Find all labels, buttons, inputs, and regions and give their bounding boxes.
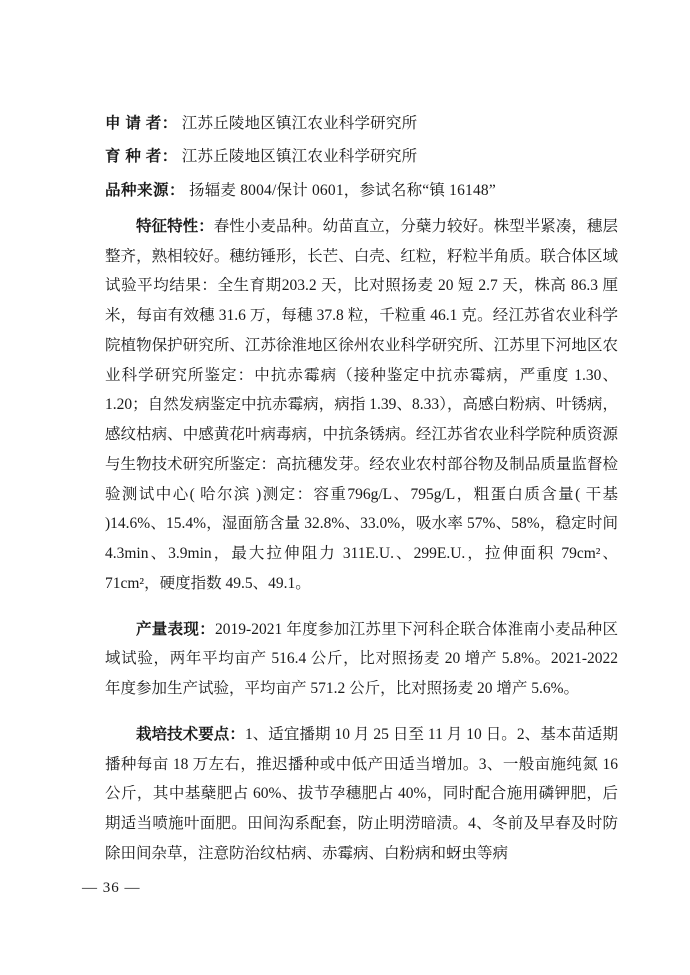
paragraph-characteristics-text: 春性小麦品种。幼苗直立，分蘖力较好。株型半紧凑，穗层整齐，熟相较好。穗纺锤形，长芒、白壳、红粒，籽粒半角质。联合体区域试验平均结果：全生育期203.2 天，比对照扬麦 20 短 2.7 天，株高 86.3 厘米，每亩有效穗 31.6 万，每穗 37.8 粒，千粒重 46.1 克。经江苏省农业科学院植物保护研究所、江苏徐淮地区徐州农业科学研究所、江苏里下河地区农业科学研究所鉴定：中抗赤霉病（接种鉴定中抗赤霉病，严重度 1.30、1.20；自然发病鉴定中抗赤霉病，病指 1.39、8.33），高感白粉病、叶锈病，感纹枯病、中感黄花叶病毒病，中抗条锈病。经江苏省农业科学院种质资源与生物技术研究所鉴定：高抗穗发芽。经农业农村部谷物及制品质量监督检验测试中心( 哈尔滨 )测定：容重796g/L、795g/L，粗蛋白质含量( 干基 )14.6%、15.4%，湿面筋含量 32.8%、33.0%，吸水率 57%、58%，稳定时间 4.3min、3.9min，最大拉伸阻力 311E.U.、299E.U.，拉伸面积 79cm²、71cm²，硬度指数 49.5、49.1。 [105, 217, 618, 592]
field-applicant-label: 申 请 者： [105, 115, 178, 132]
paragraph-characteristics [105, 212, 618, 599]
field-origin [105, 179, 618, 202]
paragraph-cultivation-text: 1、适宜播期 10 月 25 日至 11 月 10 日。2、基本苗适期播种每亩 18 万左右，推迟播种或中低产田适当增加。3、一般亩施纯氮 16 公斤，其中基蘖肥占 60%、拔节孕穗肥占 40%，同时配合施用磷钾肥，后期适当喷施叶面肥。田间沟系配套，防止明涝暗渍。4、冬前及早春及时防除田间杂草，注意防治纹枯病、赤霉病、白粉病和蚜虫等病 [105, 725, 618, 862]
field-breeder [105, 145, 618, 168]
paragraph-yield-heading: 产量表现： [136, 620, 216, 638]
field-applicant [105, 112, 618, 135]
paragraph-yield-text: 2019-2021 年度参加江苏里下河科企联合体淮南小麦品种区域试验，两年平均亩产 516.4 公斤，比对照扬麦 20 增产 5.8%。2021-2022 年度参加生产试验，平均亩产 571.2 公斤，比对照扬麦 20 增产 5.6%。 [105, 620, 618, 697]
paragraph-yield [105, 615, 618, 704]
paragraph-characteristics-heading: 特征特性： [136, 217, 214, 235]
field-breeder-label: 育 种 者： [105, 148, 178, 166]
paragraph-cultivation [105, 720, 618, 869]
page-number: — 36 — [82, 880, 141, 896]
field-applicant-value: 江苏丘陵地区镇江农业科学研究所 [181, 115, 418, 132]
field-origin-value: 扬辐麦 8004/保计 0601，参试名称“镇 16148” [189, 181, 496, 199]
field-breeder-value: 江苏丘陵地区镇江农业科学研究所 [181, 148, 418, 166]
paragraph-cultivation-heading: 栽培技术要点： [136, 725, 245, 743]
field-origin-label: 品种来源： [105, 181, 186, 199]
